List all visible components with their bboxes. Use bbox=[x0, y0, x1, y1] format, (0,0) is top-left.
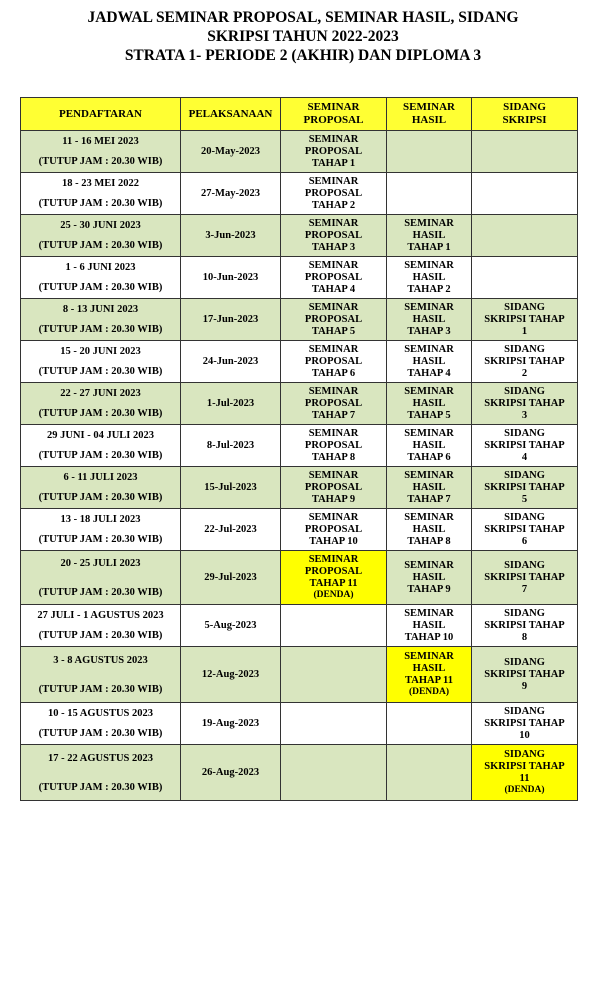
table-row bbox=[21, 299, 578, 341]
registration-dates: 22 - 27 JUNI 2023 bbox=[60, 388, 141, 399]
registration-cell bbox=[21, 257, 181, 299]
seminar-proposal-line: SEMINAR bbox=[308, 175, 359, 187]
title-line-3: STRATA 1- PERIODE 2 (AKHIR) DAN DIPLOMA 3 bbox=[124, 47, 482, 64]
closing-time-note: (TUTUP JAM : 20.30 WIB) bbox=[38, 683, 163, 695]
title-line-1: JADWAL SEMINAR PROPOSAL, SEMINAR HASIL, SIDANG bbox=[87, 9, 519, 26]
seminar-proposal-line: SEMINAR bbox=[308, 511, 359, 523]
seminar-proposal-line: PROPOSAL bbox=[304, 313, 363, 325]
sidang-skripsi-cell bbox=[472, 605, 578, 647]
seminar-hasil-line: HASIL bbox=[412, 523, 446, 535]
sidang-skripsi-line: 8 bbox=[521, 631, 528, 643]
penalty-note: (DENDA) bbox=[504, 785, 545, 795]
sidang-skripsi-line: SKRIPSI TAHAP bbox=[484, 313, 565, 325]
seminar-proposal-cell bbox=[281, 467, 387, 509]
registration-cell bbox=[21, 383, 181, 425]
seminar-hasil-line: HASIL bbox=[412, 355, 446, 367]
seminar-hasil-cell bbox=[387, 131, 472, 173]
seminar-hasil-line: TAHAP 9 bbox=[407, 583, 451, 595]
execution-date-cell: 26-Aug-2023 bbox=[181, 745, 281, 801]
execution-date-cell: 1-Jul-2023 bbox=[181, 383, 281, 425]
seminar-hasil-line: HASIL bbox=[412, 571, 446, 583]
seminar-proposal-line: PROPOSAL bbox=[304, 439, 363, 451]
penalty-note: (DENDA) bbox=[313, 590, 354, 600]
seminar-hasil-line: TAHAP 6 bbox=[407, 451, 451, 463]
seminar-proposal-cell bbox=[281, 215, 387, 257]
seminar-hasil-line: TAHAP 10 bbox=[404, 631, 454, 643]
registration-dates: 20 - 25 JULI 2023 bbox=[60, 557, 141, 569]
sidang-skripsi-line: SIDANG bbox=[504, 427, 545, 439]
closing-time-note: (TUTUP JAM : 20.30 WIB) bbox=[38, 728, 163, 739]
closing-time-note: (TUTUP JAM : 20.30 WIB) bbox=[38, 282, 163, 293]
execution-date-cell: 3-Jun-2023 bbox=[181, 215, 281, 257]
sidang-skripsi-line: 7 bbox=[521, 583, 528, 595]
sidang-skripsi-line: SIDANG bbox=[504, 301, 545, 313]
registration-cell bbox=[21, 605, 181, 647]
sidang-skripsi-line: 1 bbox=[521, 325, 528, 337]
seminar-proposal-cell bbox=[281, 383, 387, 425]
seminar-proposal-line: SEMINAR bbox=[308, 385, 359, 397]
seminar-hasil-line: TAHAP 4 bbox=[407, 367, 451, 379]
sidang-skripsi-line: SIDANG bbox=[504, 749, 545, 760]
schedule-table bbox=[20, 97, 578, 801]
seminar-proposal-line: PROPOSAL bbox=[304, 523, 363, 535]
registration-dates: 27 JULI - 1 AGUSTUS 2023 bbox=[37, 610, 164, 621]
seminar-hasil-cell bbox=[387, 467, 472, 509]
seminar-hasil-cell bbox=[387, 605, 472, 647]
seminar-proposal-line: SEMINAR bbox=[308, 217, 359, 229]
sidang-skripsi-line: 11 bbox=[519, 773, 530, 784]
seminar-hasil-line: SEMINAR bbox=[404, 343, 454, 355]
seminar-hasil-line: SEMINAR bbox=[404, 651, 454, 662]
sidang-skripsi-cell bbox=[472, 383, 578, 425]
seminar-proposal-line: SEMINAR bbox=[308, 133, 359, 145]
table-row bbox=[21, 551, 578, 605]
registration-dates: 18 - 23 MEI 2022 bbox=[62, 178, 139, 189]
sidang-skripsi-cell bbox=[472, 173, 578, 215]
seminar-proposal-line: SEMINAR bbox=[308, 259, 359, 271]
seminar-proposal-cell bbox=[281, 257, 387, 299]
seminar-proposal-line: PROPOSAL bbox=[304, 355, 363, 367]
seminar-hasil-line: SEMINAR bbox=[404, 607, 454, 619]
registration-dates: 8 - 13 JUNI 2023 bbox=[62, 304, 139, 315]
registration-cell bbox=[21, 173, 181, 215]
sidang-skripsi-cell bbox=[472, 467, 578, 509]
sidang-skripsi-line: SKRIPSI TAHAP bbox=[484, 571, 565, 583]
seminar-proposal-line: TAHAP 10 bbox=[309, 535, 358, 547]
seminar-proposal-cell bbox=[281, 173, 387, 215]
closing-time-note: (TUTUP JAM : 20.30 WIB) bbox=[38, 408, 163, 419]
execution-date-cell: 29-Jul-2023 bbox=[181, 551, 281, 605]
registration-cell bbox=[21, 299, 181, 341]
execution-date-cell: 22-Jul-2023 bbox=[181, 509, 281, 551]
registration-cell bbox=[21, 341, 181, 383]
seminar-proposal-line: SEMINAR bbox=[308, 469, 359, 481]
table-row bbox=[21, 215, 578, 257]
table-row bbox=[21, 509, 578, 551]
closing-time-note: (TUTUP JAM : 20.30 WIB) bbox=[38, 450, 163, 461]
execution-date-cell: 17-Jun-2023 bbox=[181, 299, 281, 341]
registration-dates: 1 - 6 JUNI 2023 bbox=[65, 262, 136, 273]
seminar-proposal-line: PROPOSAL bbox=[304, 145, 363, 157]
sidang-skripsi-cell bbox=[472, 215, 578, 257]
seminar-hasil-line: SEMINAR bbox=[404, 217, 454, 229]
seminar-hasil-cell bbox=[387, 173, 472, 215]
sidang-skripsi-line: SIDANG bbox=[504, 385, 545, 397]
seminar-proposal-line: TAHAP 1 bbox=[311, 157, 356, 169]
seminar-hasil-line: TAHAP 5 bbox=[407, 409, 451, 421]
sidang-skripsi-cell bbox=[472, 703, 578, 745]
sidang-skripsi-line: 10 bbox=[519, 729, 530, 741]
seminar-hasil-cell bbox=[387, 257, 472, 299]
table-row bbox=[21, 703, 578, 745]
seminar-proposal-cell bbox=[281, 703, 387, 745]
execution-date-cell: 19-Aug-2023 bbox=[181, 703, 281, 745]
seminar-hasil-cell bbox=[387, 425, 472, 467]
seminar-proposal-line: PROPOSAL bbox=[304, 229, 363, 241]
sidang-skripsi-line: SKRIPSI TAHAP bbox=[484, 761, 565, 772]
seminar-proposal-cell bbox=[281, 299, 387, 341]
seminar-hasil-line: SEMINAR bbox=[404, 427, 454, 439]
seminar-hasil-cell bbox=[387, 215, 472, 257]
seminar-proposal-cell bbox=[281, 341, 387, 383]
execution-date-cell: 20-May-2023 bbox=[181, 131, 281, 173]
seminar-proposal-cell bbox=[281, 745, 387, 801]
sidang-skripsi-line: SKRIPSI TAHAP bbox=[484, 523, 565, 535]
registration-cell bbox=[21, 647, 181, 703]
header-sidang-skripsi: SIDANG SKRIPSI bbox=[472, 98, 578, 131]
sidang-skripsi-cell bbox=[472, 551, 578, 605]
table-row bbox=[21, 257, 578, 299]
seminar-hasil-line: HASIL bbox=[412, 481, 446, 493]
sidang-skripsi-line: SIDANG bbox=[504, 469, 545, 481]
sidang-skripsi-cell bbox=[472, 341, 578, 383]
seminar-hasil-cell bbox=[387, 383, 472, 425]
closing-time-note: (TUTUP JAM : 20.30 WIB) bbox=[38, 586, 163, 598]
seminar-hasil-line: TAHAP 2 bbox=[407, 283, 451, 295]
sidang-skripsi-cell bbox=[472, 647, 578, 703]
seminar-proposal-line: TAHAP 8 bbox=[311, 451, 356, 463]
sidang-skripsi-line: 2 bbox=[521, 367, 528, 379]
registration-dates: 25 - 30 JUNI 2023 bbox=[60, 220, 141, 231]
sidang-skripsi-line: 5 bbox=[521, 493, 528, 505]
execution-date-cell: 12-Aug-2023 bbox=[181, 647, 281, 703]
table-row bbox=[21, 383, 578, 425]
seminar-proposal-cell bbox=[281, 551, 387, 605]
registration-dates: 10 - 15 AGUSTUS 2023 bbox=[47, 708, 153, 719]
seminar-proposal-line: SEMINAR bbox=[308, 301, 359, 313]
seminar-hasil-line: TAHAP 3 bbox=[407, 325, 451, 337]
seminar-hasil-line: HASIL bbox=[412, 439, 446, 451]
registration-dates: 13 - 18 JULI 2023 bbox=[60, 514, 141, 525]
sidang-skripsi-cell bbox=[472, 131, 578, 173]
seminar-proposal-line: SEMINAR bbox=[308, 343, 359, 355]
schedule-body bbox=[21, 131, 578, 801]
sidang-skripsi-line: 3 bbox=[521, 409, 528, 421]
registration-cell bbox=[21, 551, 181, 605]
closing-time-note: (TUTUP JAM : 20.30 WIB) bbox=[38, 492, 163, 503]
header-pendaftaran: PENDAFTARAN bbox=[21, 98, 181, 131]
sidang-skripsi-cell bbox=[472, 425, 578, 467]
table-row bbox=[21, 647, 578, 703]
sidang-skripsi-cell bbox=[472, 257, 578, 299]
registration-cell bbox=[21, 467, 181, 509]
seminar-proposal-line: SEMINAR bbox=[308, 554, 359, 565]
seminar-hasil-line: SEMINAR bbox=[404, 259, 454, 271]
seminar-proposal-line: TAHAP 2 bbox=[311, 199, 356, 211]
seminar-hasil-cell bbox=[387, 551, 472, 605]
sidang-skripsi-line: SKRIPSI TAHAP bbox=[484, 481, 565, 493]
seminar-hasil-line: SEMINAR bbox=[404, 559, 454, 571]
sidang-skripsi-cell bbox=[472, 509, 578, 551]
sidang-skripsi-line: SIDANG bbox=[504, 607, 545, 619]
seminar-hasil-cell bbox=[387, 647, 472, 703]
sidang-skripsi-line: SKRIPSI TAHAP bbox=[484, 439, 565, 451]
execution-date-cell: 5-Aug-2023 bbox=[181, 605, 281, 647]
header-row bbox=[21, 98, 578, 131]
seminar-hasil-line: SEMINAR bbox=[404, 469, 454, 481]
closing-time-note: (TUTUP JAM : 20.30 WIB) bbox=[38, 781, 163, 793]
registration-cell bbox=[21, 703, 181, 745]
closing-time-note: (TUTUP JAM : 20.30 WIB) bbox=[38, 534, 163, 545]
table-row bbox=[21, 745, 578, 801]
sidang-skripsi-line: SKRIPSI TAHAP bbox=[484, 619, 565, 631]
sidang-skripsi-cell bbox=[472, 745, 578, 801]
seminar-hasil-cell bbox=[387, 509, 472, 551]
seminar-hasil-cell bbox=[387, 703, 472, 745]
table-row bbox=[21, 131, 578, 173]
registration-dates: 15 - 20 JUNI 2023 bbox=[60, 346, 141, 357]
seminar-hasil-line: TAHAP 8 bbox=[407, 535, 451, 547]
registration-dates: 3 - 8 AGUSTUS 2023 bbox=[53, 654, 148, 666]
seminar-proposal-line: TAHAP 6 bbox=[311, 367, 356, 379]
seminar-hasil-line: HASIL bbox=[412, 397, 446, 409]
sidang-skripsi-line: SIDANG bbox=[504, 656, 545, 668]
table-row bbox=[21, 467, 578, 509]
seminar-hasil-line: TAHAP 7 bbox=[407, 493, 451, 505]
closing-time-note: (TUTUP JAM : 20.30 WIB) bbox=[38, 198, 163, 209]
title-line-2: SKRIPSI TAHUN 2022-2023 bbox=[207, 28, 399, 45]
seminar-proposal-line: PROPOSAL bbox=[304, 481, 363, 493]
sidang-skripsi-line: SIDANG bbox=[504, 343, 545, 355]
sidang-skripsi-cell bbox=[472, 299, 578, 341]
header-seminar-proposal: SEMINAR PROPOSAL bbox=[281, 98, 387, 131]
registration-dates: 17 - 22 AGUSTUS 2023 bbox=[47, 752, 153, 764]
sidang-skripsi-line: SIDANG bbox=[504, 511, 545, 523]
sidang-skripsi-line: 9 bbox=[521, 680, 528, 692]
seminar-hasil-line: HASIL bbox=[412, 229, 446, 241]
seminar-hasil-line: TAHAP 1 bbox=[407, 241, 451, 253]
sidang-skripsi-line: 6 bbox=[521, 535, 528, 547]
registration-cell bbox=[21, 425, 181, 467]
table-row bbox=[21, 173, 578, 215]
seminar-proposal-line: TAHAP 3 bbox=[311, 241, 356, 253]
sidang-skripsi-line: SKRIPSI TAHAP bbox=[484, 397, 565, 409]
penalty-note: (DENDA) bbox=[408, 687, 450, 697]
seminar-proposal-cell bbox=[281, 647, 387, 703]
seminar-proposal-line: PROPOSAL bbox=[304, 397, 363, 409]
seminar-hasil-line: HASIL bbox=[412, 271, 446, 283]
seminar-hasil-line: HASIL bbox=[412, 313, 446, 325]
execution-date-cell: 27-May-2023 bbox=[181, 173, 281, 215]
seminar-proposal-line: PROPOSAL bbox=[304, 187, 363, 199]
seminar-hasil-line: SEMINAR bbox=[404, 385, 454, 397]
seminar-hasil-line: HASIL bbox=[412, 619, 446, 631]
seminar-hasil-cell bbox=[387, 745, 472, 801]
sidang-skripsi-line: SKRIPSI TAHAP bbox=[484, 717, 565, 729]
seminar-hasil-line: SEMINAR bbox=[404, 511, 454, 523]
registration-cell bbox=[21, 509, 181, 551]
execution-date-cell: 8-Jul-2023 bbox=[181, 425, 281, 467]
closing-time-note: (TUTUP JAM : 20.30 WIB) bbox=[38, 630, 163, 641]
registration-dates: 29 JUNI - 04 JULI 2023 bbox=[46, 430, 155, 441]
seminar-hasil-cell bbox=[387, 341, 472, 383]
seminar-proposal-cell bbox=[281, 509, 387, 551]
seminar-hasil-line: HASIL bbox=[412, 663, 446, 674]
seminar-proposal-line: PROPOSAL bbox=[304, 271, 363, 283]
seminar-proposal-cell bbox=[281, 605, 387, 647]
closing-time-note: (TUTUP JAM : 20.30 WIB) bbox=[38, 240, 163, 251]
registration-cell bbox=[21, 131, 181, 173]
execution-date-cell: 10-Jun-2023 bbox=[181, 257, 281, 299]
seminar-proposal-line: TAHAP 9 bbox=[311, 493, 356, 505]
closing-time-note: (TUTUP JAM : 20.30 WIB) bbox=[38, 324, 163, 335]
seminar-proposal-line: TAHAP 11 bbox=[309, 578, 358, 589]
sidang-skripsi-line: SIDANG bbox=[504, 705, 545, 717]
sidang-skripsi-line: SIDANG bbox=[504, 559, 545, 571]
registration-dates: 6 - 11 JULI 2023 bbox=[63, 472, 138, 483]
seminar-proposal-line: PROPOSAL bbox=[304, 566, 363, 577]
registration-cell bbox=[21, 745, 181, 801]
seminar-proposal-line: SEMINAR bbox=[308, 427, 359, 439]
seminar-proposal-cell bbox=[281, 131, 387, 173]
closing-time-note: (TUTUP JAM : 20.30 WIB) bbox=[38, 156, 163, 167]
closing-time-note: (TUTUP JAM : 20.30 WIB) bbox=[38, 366, 163, 377]
table-row bbox=[21, 605, 578, 647]
registration-cell bbox=[21, 215, 181, 257]
seminar-proposal-line: TAHAP 5 bbox=[311, 325, 356, 337]
seminar-hasil-cell bbox=[387, 299, 472, 341]
header-seminar-hasil: SEMINAR HASIL bbox=[387, 98, 472, 131]
sidang-skripsi-line: 4 bbox=[521, 451, 528, 463]
seminar-hasil-line: SEMINAR bbox=[404, 301, 454, 313]
document-title bbox=[0, 8, 606, 65]
seminar-proposal-line: TAHAP 4 bbox=[311, 283, 356, 295]
header-pelaksanaan: PELAKSANAAN bbox=[181, 98, 281, 131]
seminar-proposal-line: TAHAP 7 bbox=[311, 409, 356, 421]
execution-date-cell: 24-Jun-2023 bbox=[181, 341, 281, 383]
sidang-skripsi-line: SKRIPSI TAHAP bbox=[484, 668, 565, 680]
table-row bbox=[21, 341, 578, 383]
table-row bbox=[21, 425, 578, 467]
seminar-hasil-line: TAHAP 11 bbox=[405, 675, 453, 686]
sidang-skripsi-line: SKRIPSI TAHAP bbox=[484, 355, 565, 367]
execution-date-cell: 15-Jul-2023 bbox=[181, 467, 281, 509]
registration-dates: 11 - 16 MEI 2023 bbox=[62, 136, 139, 147]
seminar-proposal-cell bbox=[281, 425, 387, 467]
